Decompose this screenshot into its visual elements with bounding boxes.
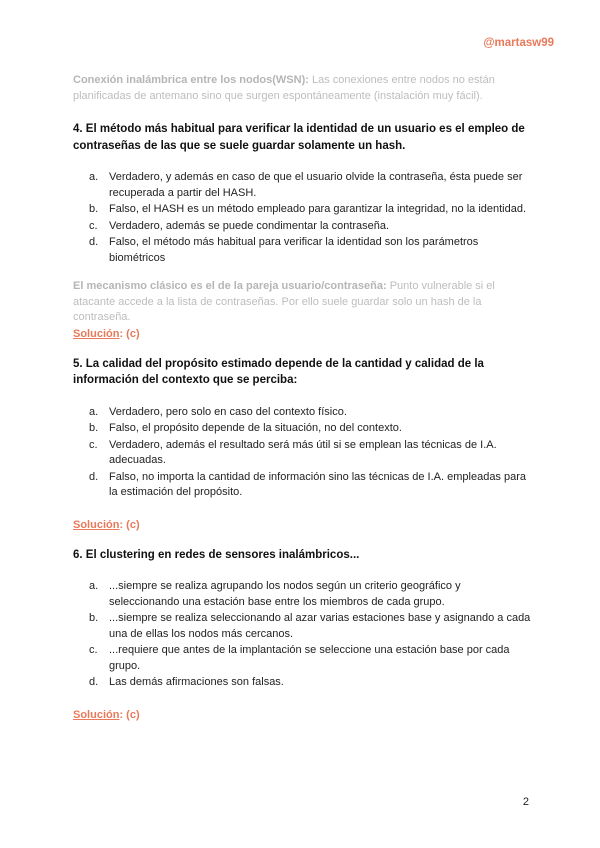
- option-text: ...siempre se realiza agrupando los nodos según un criterio geográfico y seleccionando una estación base entre los miembros de cada grupo.: [109, 580, 461, 608]
- note-text: Punto vulnerable si el atacante accede a la lista de contraseñas. Por ello suele guardar solo un hash de la contraseña.: [73, 280, 495, 323]
- option-letter: a.: [89, 405, 99, 418]
- question-5-solution: [73, 517, 533, 533]
- solution-label: Solución: [73, 327, 120, 340]
- option-text: Verdadero, pero solo en caso del contexto físico.: [109, 405, 347, 418]
- option-text: Falso, el método más habitual para verificar la identidad son los parámetros biométricos: [109, 236, 479, 264]
- list-item: [73, 470, 533, 501]
- option-letter: a.: [89, 171, 99, 183]
- option-letter: b.: [89, 612, 99, 624]
- list-item: [73, 405, 533, 421]
- intro-note: [73, 73, 533, 104]
- option-letter: d.: [89, 470, 99, 483]
- question-6-solution: [73, 707, 533, 723]
- list-item: [73, 675, 533, 691]
- option-text: Falso, el HASH es un método empleado para garantizar la integridad, no la identidad.: [109, 203, 527, 215]
- intro-note-bold: Conexión inalámbrica entre los nodos(WSN):: [73, 74, 309, 86]
- solution-label: Solución: [73, 708, 120, 721]
- solution-value: : (c): [119, 327, 140, 340]
- option-text: Verdadero, además el resultado será más útil si se emplean las técnicas de I.A. adecuadas.: [109, 438, 497, 466]
- author-handle: @martasw99: [483, 37, 554, 49]
- option-text: Falso, no importa la cantidad de información sino las técnicas de I.A. empleadas para la estimación del propósito.: [109, 470, 527, 498]
- question-4-solution: [73, 326, 533, 342]
- option-letter: d.: [89, 676, 99, 688]
- option-letter: d.: [89, 236, 99, 248]
- list-item: [73, 202, 533, 218]
- question-6-options: [73, 579, 533, 691]
- note-bold: El mecanismo clásico es el de la pareja usuario/contraseña:: [73, 280, 387, 292]
- question-4-title: 4. El método más habitual para verificar la identidad de un usuario es el empleo de contraseñas de las que se suele guardar solamente un hash.: [73, 123, 525, 152]
- question-6-title: 6. El clustering en redes de sensores inalámbricos...: [73, 548, 360, 561]
- list-item: [73, 438, 533, 469]
- solution-label: Solución: [73, 518, 120, 531]
- page-content: [73, 73, 533, 723]
- intro-note-text: Las conexiones entre nodos no están planificadas de antemano sino que surgen espontáneamente (instalación muy fácil).: [73, 74, 495, 102]
- list-item: [73, 421, 533, 437]
- list-item: [73, 579, 533, 610]
- question-4-options: [73, 170, 533, 266]
- list-item: [73, 235, 533, 266]
- option-text: Las demás afirmaciones son falsas.: [109, 676, 284, 688]
- question-4-note: [73, 279, 533, 326]
- question-5-options: [73, 405, 533, 501]
- solution-value: : (c): [119, 708, 140, 721]
- option-letter: b.: [89, 422, 99, 434]
- option-text: Verdadero, además se puede condimentar la contraseña.: [109, 219, 390, 232]
- list-item: [73, 643, 533, 674]
- question-5-title: 5. La calidad del propósito estimado depende de la cantidad y calidad de la información del contexto que se perciba:: [73, 357, 484, 386]
- list-item: [73, 219, 533, 235]
- option-text: ...siempre se realiza seleccionando al azar varias estaciones base y asignando a cada una de ellas los nodos más cercanos.: [109, 612, 531, 640]
- page-number: 2: [522, 796, 529, 808]
- option-letter: c.: [89, 644, 98, 656]
- option-text: ...requiere que antes de la implantación se seleccione una estación base por cada grupo.: [109, 644, 510, 672]
- option-letter: c.: [89, 438, 98, 451]
- option-letter: b.: [89, 203, 99, 215]
- option-letter: c.: [89, 219, 98, 232]
- solution-value: : (c): [119, 518, 140, 531]
- option-text: Falso, el propósito depende de la situación, no del contexto.: [109, 422, 402, 434]
- list-item: [73, 611, 533, 642]
- option-letter: a.: [89, 580, 99, 592]
- option-text: Verdadero, y además en caso de que el usuario olvide la contraseña, ésta puede ser recuperada a partir del HASH.: [109, 171, 523, 199]
- list-item: [73, 170, 533, 201]
